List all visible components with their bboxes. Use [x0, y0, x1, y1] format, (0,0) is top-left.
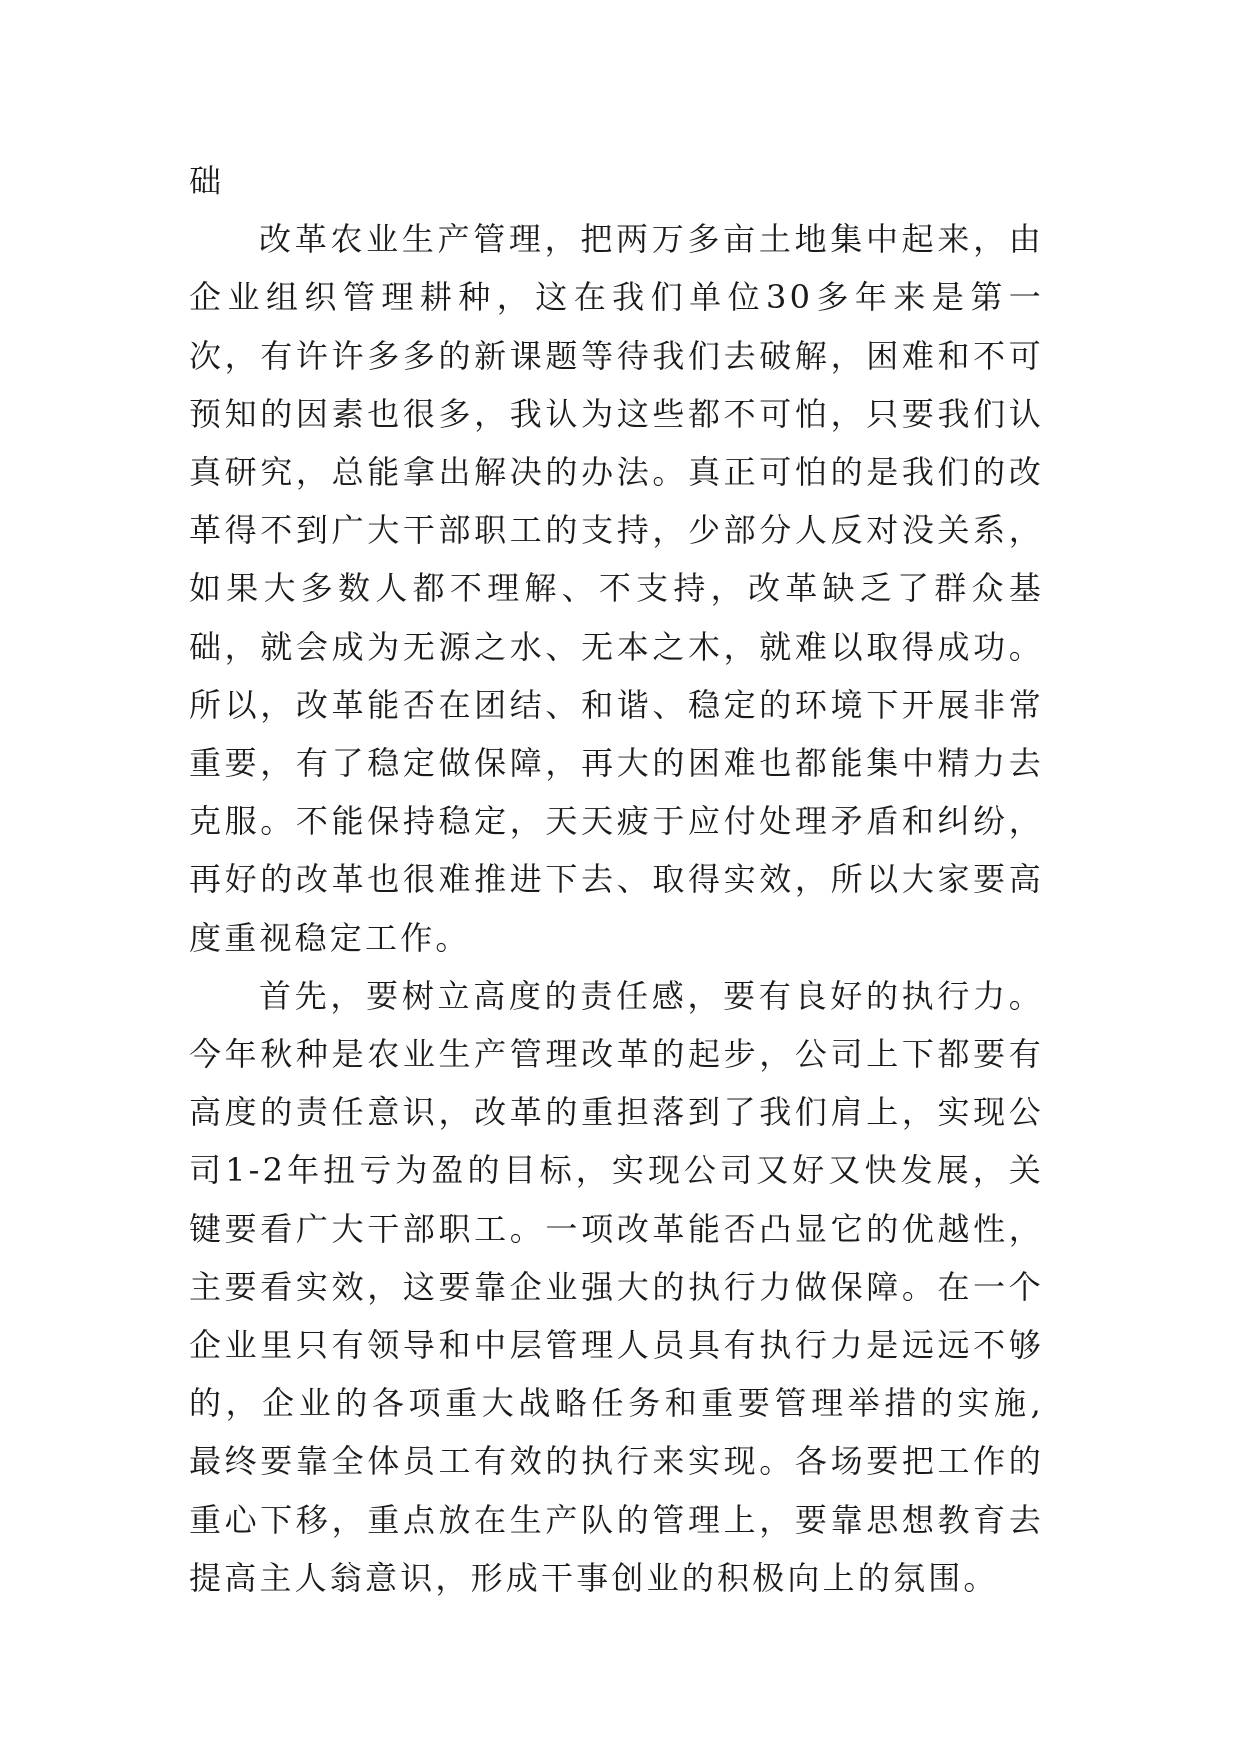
paragraph-fragment: 础: [189, 162, 225, 200]
paragraph-reform-stability: 改革农业生产管理，把两万多亩土地集中起来，由企业组织管理耕种，这在我们单位30多年来是第一次，有许许多多的新课题等待我们去破解，困难和不可预知的因素也很多，我认为这些都不可怕，只要我们认真研究，总能拿出解决的办法。真正可怕的是我们的改革得不到广大干部职工的支持，少部分人反对没关系，如果大多数人都不理解、不支持，改革缺乏了群众基础，就会成为无源之水、无本之木，就难以取得成功。所以，改革能否在团结、和谐、稳定的环境下开展非常重要，有了稳定做保障，再大的困难也都能集中精力去克服。不能保持稳定，天天疲于应付处理矛盾和纠纷，再好的改革也很难推进下去、取得实效，所以大家要高度重视稳定工作。: [189, 220, 1044, 957]
paragraph-responsibility-execution: 首先，要树立高度的责任感，要有良好的执行力。今年秋种是农业生产管理改革的起步，公司上下都要有高度的责任意识，改革的重担落到了我们肩上，实现公司1-2年扭亏为盈的目标，实现公司又好又快发展，关键要看广大干部职工。一项改革能否凸显它的优越性，主要看实效，这要靠企业强大的执行力做保障。在一个企业里只有领导和中层管理人员具有执行力是远远不够的，企业的各项重大战略任务和重要管理举措的实施,最终要靠全体员工有效的执行来实现。各场要把工作的重心下移，重点放在生产队的管理上，要靠思想教育去提高主人翁意识，形成干事创业的积极向上的氛围。: [189, 976, 1044, 1597]
document-body: [189, 152, 1044, 1607]
